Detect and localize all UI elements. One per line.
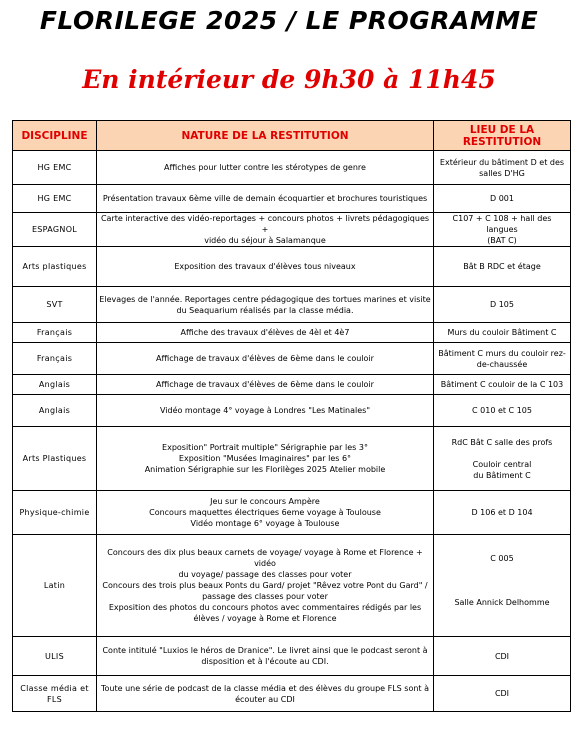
- nature-line: Jeu sur le concours Ampère: [210, 497, 320, 506]
- lieu-cell: [434, 247, 571, 287]
- lieu-line: Extérieur du bâtiment D et des: [439, 157, 565, 167]
- discipline-cell: Arts plastiques: [13, 247, 97, 287]
- lieu-cell: [434, 343, 571, 375]
- lieu-line: Couloir central: [472, 459, 532, 469]
- nature-line: Affichage de travaux d'élèves de 6ème dans le couloir: [156, 354, 374, 363]
- nature-line: Carte interactive des vidéo-reportages + concours photos + livrets pédagogiques +: [100, 214, 430, 234]
- table-row: [13, 676, 571, 712]
- discipline-cell: SVT: [13, 287, 97, 323]
- table-row: [13, 375, 571, 395]
- nature-line: Affiche des travaux d'élèves de 4èl et 4è7: [180, 328, 350, 337]
- column-header-nature: NATURE DE LA RESTITUTION: [97, 121, 434, 151]
- nature-line: Toute une série de podcast de la classe média et des élèves du groupe FLS sont à: [100, 683, 430, 693]
- lieu-line: [436, 608, 568, 619]
- nature-cell: [97, 395, 434, 427]
- lieu-cell: [434, 395, 571, 427]
- table-row: [13, 427, 571, 491]
- nature-line: du voyage/ passage des classes pour voter: [178, 570, 352, 579]
- discipline-cell: Classe média et FLS: [13, 676, 97, 712]
- discipline-cell: HG EMC: [13, 151, 97, 185]
- page-subtitle: En intérieur de 9h30 à 11h45: [82, 65, 496, 94]
- table-row: [13, 395, 571, 427]
- lieu-line: D 001: [490, 194, 514, 203]
- column-header-lieu: LIEU DE LA RESTITUTION: [434, 121, 571, 151]
- table-row: [13, 343, 571, 375]
- nature-line: Affiches pour lutter contre les stérotypes de genre: [164, 163, 366, 172]
- table-body: [13, 151, 571, 712]
- lieu-cell: [434, 213, 571, 247]
- lieu-line: CDI: [494, 689, 510, 698]
- lieu-line: [436, 448, 568, 459]
- lieu-line: C107 + C 108 + hall des langues: [452, 214, 552, 234]
- discipline-cell: Français: [13, 343, 97, 375]
- nature-cell: [97, 343, 434, 375]
- nature-line: élèves / voyage à Rome et Florence: [193, 614, 337, 623]
- table-row: [13, 491, 571, 535]
- lieu-line: Murs du couloir Bâtiment C: [447, 328, 557, 337]
- nature-cell: [97, 491, 434, 535]
- discipline-cell: Anglais: [13, 375, 97, 395]
- table-row: [13, 287, 571, 323]
- nature-cell: [97, 637, 434, 676]
- table-row: [13, 535, 571, 637]
- nature-line: Exposition "Musées Imaginaires" par les 6°: [178, 454, 352, 463]
- discipline-cell: HG EMC: [13, 185, 97, 213]
- lieu-cell: [434, 535, 571, 637]
- nature-line: Affichage de travaux d'élèves de 6ème dans le couloir: [156, 380, 374, 389]
- lieu-line: salles D'HG: [479, 168, 525, 178]
- column-header-discipline: DISCIPLINE: [13, 121, 97, 151]
- lieu-line: de-chaussée: [476, 359, 528, 369]
- nature-line: Exposition des travaux d'élèves tous niveaux: [174, 262, 356, 271]
- nature-cell: [97, 151, 434, 185]
- nature-line: Animation Sérigraphie sur les Florilèges 2025 Atelier mobile: [144, 465, 386, 474]
- lieu-cell: [434, 323, 571, 343]
- nature-cell: [97, 676, 434, 712]
- discipline-cell: ESPAGNOL: [13, 213, 97, 247]
- lieu-line: RdC Bât C salle des profs: [451, 437, 553, 447]
- table-row: [13, 637, 571, 676]
- nature-line: Exposition des photos du concours photos avec commentaires rédigés par les: [108, 603, 422, 612]
- nature-line: vidéo du séjour à Salamanque: [204, 236, 326, 245]
- nature-cell: [97, 185, 434, 213]
- table-row: [13, 151, 571, 185]
- lieu-cell: [434, 375, 571, 395]
- lieu-line: D 105: [490, 300, 514, 309]
- nature-line: Présentation travaux 6ème ville de demain écoquartier et brochures touristiques: [102, 194, 428, 203]
- nature-line: Concours maquettes électriques 6eme voyage à Toulouse: [149, 508, 381, 517]
- table-row: [13, 213, 571, 247]
- lieu-line: [436, 564, 568, 575]
- lieu-cell: [434, 151, 571, 185]
- lieu-line: D 106 et D 104: [471, 508, 533, 517]
- lieu-line: Bâtiment C couloir de la C 103: [440, 380, 564, 389]
- table-header-row: [13, 121, 571, 151]
- discipline-cell: ULIS: [13, 637, 97, 676]
- nature-line: Concours des trois plus beaux Ponts du Gard/ projet "Rêvez votre Pont du Gard" /: [102, 581, 428, 590]
- lieu-line: Bâtiment C murs du couloir rez-: [438, 348, 566, 358]
- lieu-line: CDI: [494, 651, 510, 661]
- table-row: [13, 247, 571, 287]
- lieu-line: C 010 et C 105: [472, 406, 532, 415]
- lieu-cell: [434, 491, 571, 535]
- discipline-cell: Français: [13, 323, 97, 343]
- nature-cell: [97, 375, 434, 395]
- nature-line: Exposition" Portrait multiple" Sérigraphie par les 3°: [162, 443, 368, 452]
- table-row: [13, 185, 571, 213]
- page-title: FLORILEGE 2025 / LE PROGRAMME: [39, 6, 539, 35]
- nature-line: Elevages de l'année. Reportages centre pédagogique des tortues marines et visite: [99, 294, 431, 304]
- lieu-cell: [434, 185, 571, 213]
- lieu-line: [436, 586, 568, 597]
- lieu-cell: [434, 427, 571, 491]
- lieu-cell: [434, 637, 571, 676]
- lieu-line: (BAT C): [487, 236, 517, 245]
- lieu-line: [436, 575, 568, 586]
- nature-line: disposition et à l'écoute au CDI.: [201, 657, 329, 666]
- nature-line: Vidéo montage 4° voyage à Londres "Les Matinales": [159, 406, 371, 415]
- nature-line: du Seaquarium réalisés par la classe média.: [176, 305, 354, 315]
- nature-line: écouter au CDI: [235, 694, 295, 704]
- discipline-cell: Arts Plastiques: [13, 427, 97, 491]
- discipline-cell: Physique-chimie: [13, 491, 97, 535]
- table-row: [13, 323, 571, 343]
- nature-cell: [97, 247, 434, 287]
- nature-cell: [97, 213, 434, 247]
- nature-cell: [97, 323, 434, 343]
- nature-line: Conte intitulé "Luxios le héros de Dranice". Le livret ainsi que le podcast seront à: [102, 646, 428, 655]
- lieu-line: Salle Annick Delhomme: [454, 597, 550, 607]
- lieu-line: Bât B RDC et étage: [463, 262, 541, 271]
- lieu-line: C 005: [490, 553, 514, 563]
- lieu-line: du Bâtiment C: [473, 470, 531, 480]
- lieu-cell: [434, 676, 571, 712]
- program-table: [12, 120, 571, 712]
- nature-line: passage des classes pour voter: [202, 592, 328, 601]
- lieu-cell: [434, 287, 571, 323]
- nature-cell: [97, 287, 434, 323]
- nature-cell: [97, 427, 434, 491]
- discipline-cell: Anglais: [13, 395, 97, 427]
- nature-line: Concours des dix plus beaux carnets de voyage/ voyage à Rome et Florence + vidéo: [107, 548, 423, 568]
- nature-cell: [97, 535, 434, 637]
- discipline-cell: Latin: [13, 535, 97, 637]
- nature-line: Vidéo montage 6° voyage à Toulouse: [190, 519, 340, 528]
